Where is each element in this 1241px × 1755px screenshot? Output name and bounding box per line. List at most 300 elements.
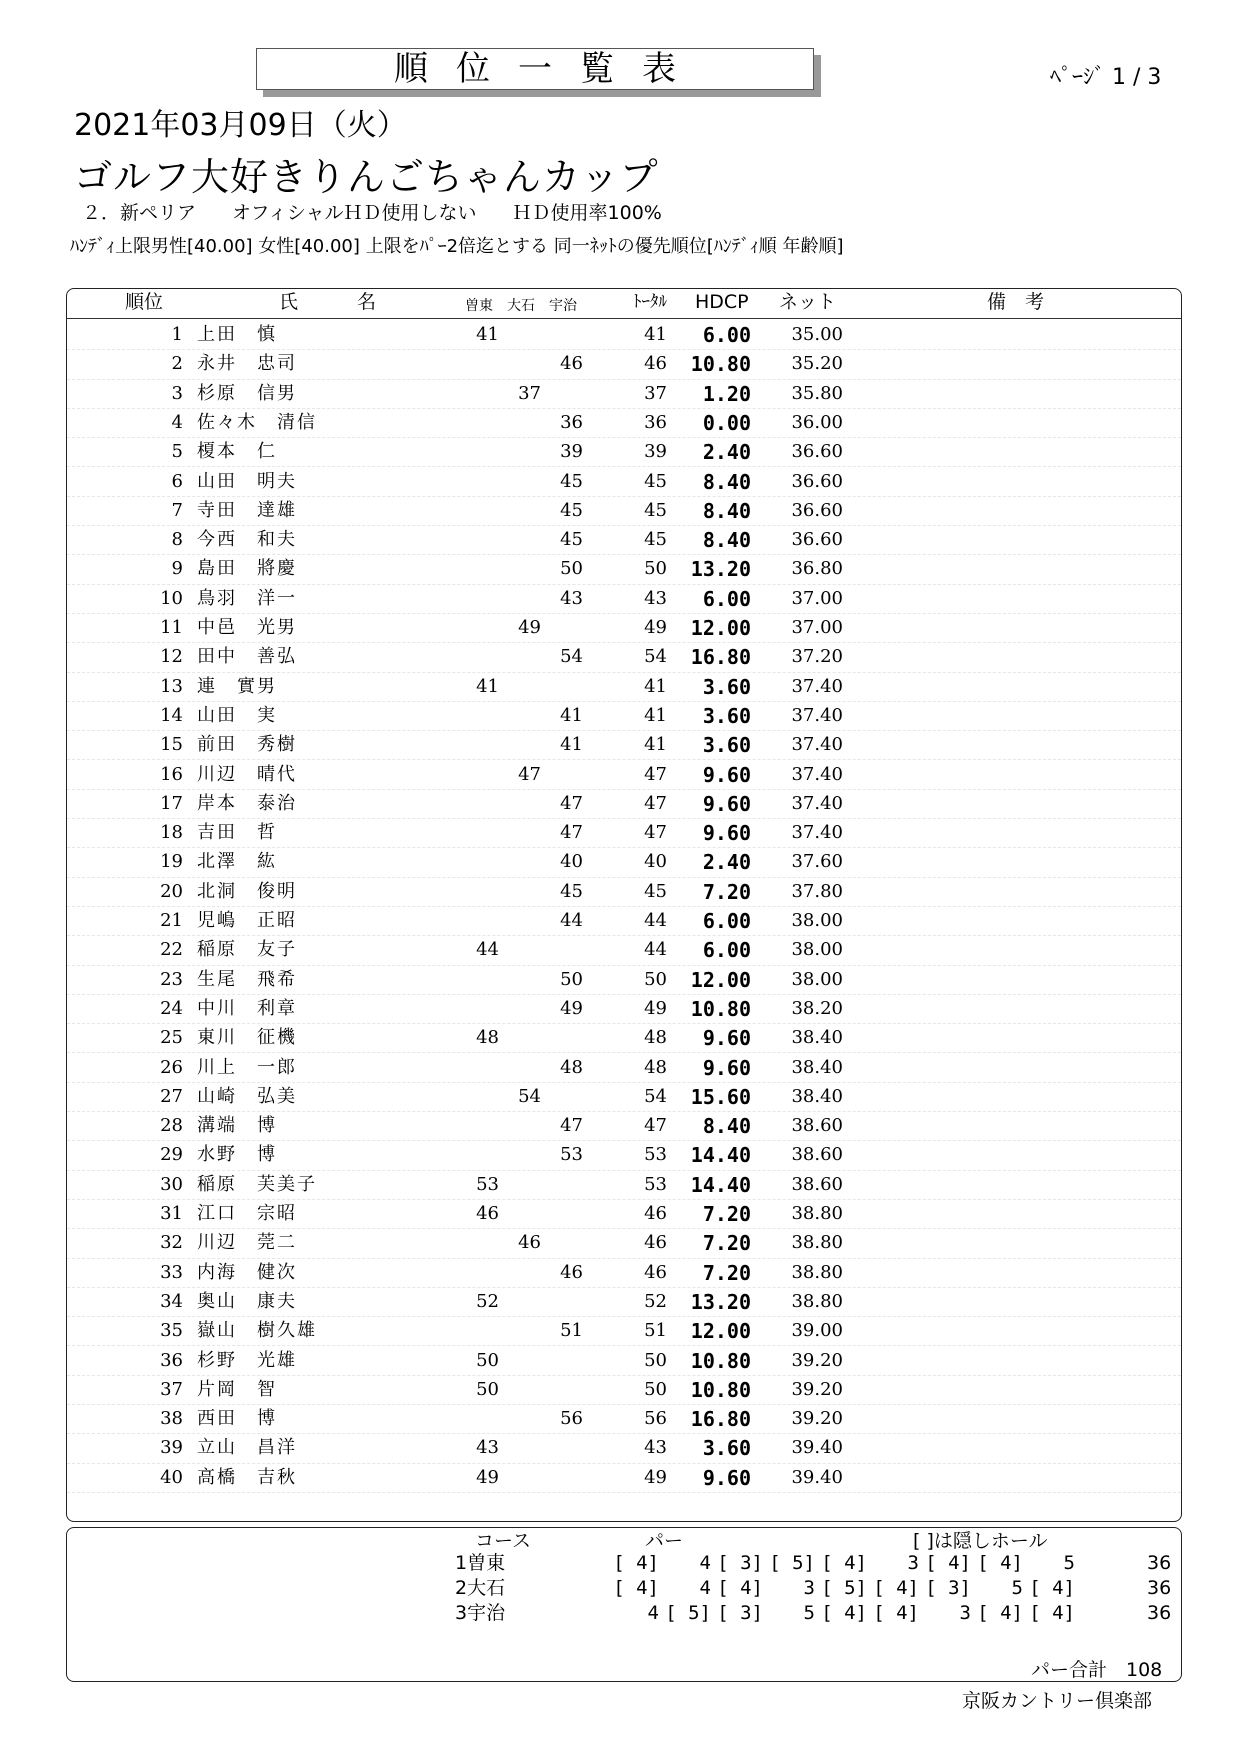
cell-net: 37.40: [791, 763, 843, 785]
table-row: [67, 994, 1181, 1024]
cell-net: 38.60: [791, 1144, 843, 1166]
cell-hdcp: 6.00: [702, 909, 751, 933]
cell-c3: 45: [560, 880, 583, 902]
cell-name: 寺田 達雄: [197, 499, 297, 521]
cell-c3: 51: [560, 1320, 583, 1342]
cell-hdcp: 2.40: [702, 850, 751, 875]
table-row: [67, 1053, 1181, 1083]
hole-par: [ 5]: [769, 1552, 815, 1574]
col-course2: 大石: [507, 298, 535, 314]
hidden-hole-note: [ ]は隠しホール: [913, 1530, 1048, 1552]
cell-name: 北澤 紘: [197, 851, 277, 873]
cell-net: 38.00: [791, 968, 843, 990]
cell-rank: 31: [160, 1203, 183, 1224]
cell-hdcp: 3.60: [702, 733, 751, 758]
cell-rank: 28: [160, 1115, 183, 1137]
cell-hdcp: 9.60: [702, 821, 751, 846]
cell-total: 45: [644, 529, 667, 551]
cell-net: 37.20: [791, 646, 843, 668]
cell-net: 38.80: [791, 1232, 843, 1254]
cell-total: 39: [644, 441, 667, 463]
cell-c3: 44: [560, 910, 583, 931]
table-row: [67, 935, 1181, 965]
cell-rank: 32: [160, 1232, 183, 1254]
cell-c1: 49: [476, 1466, 499, 1488]
cell-hdcp: 12.00: [690, 1319, 751, 1344]
cell-c3: 39: [560, 441, 583, 463]
cell-rank: 1: [171, 324, 183, 345]
table-row: [67, 965, 1181, 995]
hole-par: 5: [1063, 1552, 1075, 1574]
cell-net: 36.60: [791, 470, 843, 492]
cell-hdcp: 10.80: [690, 352, 751, 377]
cell-name: 島田 將慶: [197, 558, 297, 580]
hole-par: 3: [803, 1577, 815, 1599]
col-name-2: 名: [357, 291, 377, 313]
cell-c1: 50: [476, 1349, 499, 1371]
cell-total: 50: [644, 968, 667, 990]
cell-hdcp: 10.80: [690, 1377, 751, 1402]
cell-name: 前田 秀樹: [197, 734, 297, 756]
cell-hdcp: 7.20: [702, 1260, 751, 1285]
cell-c3: 45: [560, 529, 583, 551]
cell-total: 47: [644, 763, 667, 785]
table-row: [67, 1433, 1181, 1463]
cell-c1: 43: [476, 1437, 499, 1459]
cell-net: 39.00: [791, 1320, 843, 1342]
course-par-table: [66, 1527, 1182, 1682]
cell-c3: 36: [560, 411, 583, 433]
cell-net: 37.40: [791, 734, 843, 756]
cell-c1: 46: [476, 1203, 499, 1224]
cell-name: 北洞 俊明: [197, 880, 297, 902]
cell-total: 47: [644, 792, 667, 814]
table-row: [67, 1404, 1181, 1434]
cell-rank: 15: [160, 734, 183, 756]
cell-net: 36.80: [791, 558, 843, 580]
cell-c3: 53: [560, 1144, 583, 1166]
cell-c3: 47: [560, 822, 583, 844]
cell-c2: 47: [518, 763, 541, 785]
cell-hdcp: 9.60: [702, 1026, 751, 1051]
cell-hdcp: 3.60: [702, 703, 751, 728]
cell-c1: 53: [476, 1173, 499, 1195]
col-name-1: 氏: [279, 291, 299, 313]
cell-name: 嶽山 樹久雄: [197, 1320, 317, 1342]
cell-name: 江口 宗昭: [197, 1203, 297, 1224]
par-total: パー合計 108: [1031, 1659, 1163, 1681]
cell-total: 50: [644, 1378, 667, 1400]
club-name: 京阪カントリー倶楽部: [962, 1690, 1153, 1712]
cell-total: 46: [644, 1232, 667, 1254]
cell-hdcp: 12.00: [690, 967, 751, 992]
table-row: [67, 730, 1181, 760]
cell-rank: 40: [160, 1466, 183, 1488]
cell-c2: 46: [518, 1232, 541, 1254]
table-row: [67, 320, 1181, 350]
cell-name: 奥山 康夫: [197, 1290, 297, 1312]
cell-hdcp: 3.60: [702, 1436, 751, 1461]
cell-hdcp: 16.80: [690, 645, 751, 670]
cell-name: 川辺 莞二: [197, 1232, 297, 1254]
cell-c3: 56: [560, 1408, 583, 1430]
cell-net: 38.80: [791, 1261, 843, 1283]
cell-name: 山田 実: [197, 704, 277, 726]
table-row: [67, 847, 1181, 877]
table-row: [67, 467, 1181, 497]
cell-total: 45: [644, 470, 667, 492]
hole-par: [ 4]: [977, 1552, 1023, 1574]
cell-net: 36.60: [791, 441, 843, 463]
cell-net: 38.00: [791, 939, 843, 961]
cell-name: 西田 博: [197, 1408, 277, 1430]
hole-par: [ 5]: [665, 1602, 711, 1624]
hole-par: 4: [647, 1602, 659, 1624]
cell-total: 41: [644, 675, 667, 697]
cell-name: 榎本 仁: [197, 441, 277, 463]
cell-c3: 47: [560, 792, 583, 814]
table-row: [67, 1170, 1181, 1200]
hole-par: [ 5]: [821, 1577, 867, 1599]
table-row: [67, 1287, 1181, 1317]
cell-hdcp: 14.40: [690, 1143, 751, 1168]
course-name: 1曽東: [455, 1552, 506, 1574]
table-row: [67, 789, 1181, 819]
cell-c3: 46: [560, 1261, 583, 1283]
table-row: [67, 818, 1181, 848]
cell-rank: 13: [160, 675, 183, 697]
cell-c3: 50: [560, 558, 583, 580]
cell-net: 37.40: [791, 675, 843, 697]
cell-total: 47: [644, 822, 667, 844]
cell-total: 54: [644, 1085, 667, 1107]
cell-c3: 50: [560, 968, 583, 990]
cell-c3: 48: [560, 1056, 583, 1078]
cell-total: 50: [644, 558, 667, 580]
table-row: [67, 1199, 1181, 1229]
cell-hdcp: 8.40: [702, 498, 751, 523]
col-total: ﾄｰﾀﾙ: [633, 292, 667, 312]
cell-net: 39.20: [791, 1349, 843, 1371]
cell-total: 46: [644, 353, 667, 375]
cell-hdcp: 8.40: [702, 469, 751, 494]
cell-hdcp: 3.60: [702, 674, 751, 699]
hole-par: [ 4]: [873, 1577, 919, 1599]
cell-name: 今西 和夫: [197, 529, 297, 551]
cell-net: 38.00: [791, 910, 843, 931]
cell-rank: 7: [171, 499, 183, 521]
cell-c3: 41: [560, 734, 583, 756]
cell-name: 連 實男: [197, 675, 277, 697]
cell-hdcp: 6.00: [702, 323, 751, 347]
cell-net: 38.60: [791, 1115, 843, 1137]
cell-net: 37.40: [791, 704, 843, 726]
table-row: [67, 496, 1181, 526]
cell-total: 49: [644, 1466, 667, 1488]
cell-net: 39.40: [791, 1466, 843, 1488]
cell-total: 41: [644, 704, 667, 726]
hole-par: 5: [1011, 1577, 1023, 1599]
table-row: [67, 1375, 1181, 1405]
table-row: [67, 1316, 1181, 1346]
cell-net: 39.40: [791, 1437, 843, 1459]
cell-c3: 45: [560, 499, 583, 521]
cell-name: 山崎 弘美: [197, 1085, 297, 1107]
cell-c2: 49: [518, 617, 541, 638]
cell-c1: 48: [476, 1027, 499, 1049]
cell-hdcp: 14.40: [690, 1172, 751, 1197]
cell-hdcp: 7.20: [702, 1231, 751, 1256]
cell-rank: 3: [171, 382, 183, 404]
results-table: [66, 288, 1182, 1522]
cell-net: 38.40: [791, 1056, 843, 1078]
cell-total: 45: [644, 880, 667, 902]
event-name: ゴルフ大好きりんごちゃんカップ: [74, 155, 659, 199]
cell-name: 上田 慎: [197, 324, 277, 345]
cell-hdcp: 10.80: [690, 996, 751, 1021]
table-row: [67, 1346, 1181, 1376]
table-row: [67, 525, 1181, 555]
handicap-rules: ﾊﾝﾃﾞｨ上限男性[40.00] 女性[40.00] 上限をﾊﾟｰ2倍迄とする 同一ﾈｯﾄの優先順位[ﾊﾝﾃﾞｨ順 年齢順]: [70, 236, 844, 257]
cell-name: 生尾 飛希: [197, 968, 297, 990]
table-row: [67, 701, 1181, 731]
cell-total: 43: [644, 1437, 667, 1459]
cell-total: 47: [644, 1115, 667, 1137]
table-row: [67, 349, 1181, 379]
cell-net: 35.00: [791, 324, 843, 345]
cell-hdcp: 7.20: [702, 1202, 751, 1226]
table-row: [67, 613, 1181, 643]
cell-rank: 2: [171, 353, 183, 375]
cell-total: 44: [644, 910, 667, 931]
cell-total: 45: [644, 499, 667, 521]
table-row: [67, 1463, 1181, 1493]
cell-total: 44: [644, 939, 667, 961]
page-title: 順位一覧表: [256, 48, 814, 90]
cell-hdcp: 15.60: [690, 1084, 751, 1109]
cell-rank: 4: [171, 411, 183, 433]
cell-hdcp: 1.20: [702, 381, 751, 406]
cell-net: 37.80: [791, 880, 843, 902]
cell-rank: 23: [160, 968, 183, 990]
table-row: [67, 1258, 1181, 1288]
cell-net: 37.60: [791, 851, 843, 873]
table-row: [67, 642, 1181, 672]
cell-rank: 9: [171, 558, 183, 580]
col-course1: 曽東: [465, 298, 493, 314]
cell-hdcp: 13.20: [690, 557, 751, 582]
col-rank: 順位: [125, 291, 164, 313]
col-hdcp: HDCP: [695, 291, 749, 313]
table-row: [67, 1082, 1181, 1112]
cell-total: 49: [644, 617, 667, 638]
cell-net: 39.20: [791, 1408, 843, 1430]
cell-c3: 45: [560, 470, 583, 492]
cell-name: 杉原 信男: [197, 382, 297, 404]
cell-c3: 40: [560, 851, 583, 873]
table-row: [67, 554, 1181, 584]
cell-rank: 25: [160, 1027, 183, 1049]
cell-name: 鳥羽 洋一: [197, 587, 297, 609]
cell-name: 吉田 哲: [197, 822, 277, 844]
hole-par: [ 4]: [1029, 1577, 1075, 1599]
hole-par: [ 4]: [613, 1552, 659, 1574]
cell-net: 35.80: [791, 382, 843, 404]
cell-total: 56: [644, 1408, 667, 1430]
course-name: 2大石: [455, 1577, 506, 1599]
table-row: [67, 1111, 1181, 1141]
cell-name: 稲原 友子: [197, 939, 297, 961]
cell-name: 稲原 芙美子: [197, 1173, 317, 1195]
table-row: [67, 1023, 1181, 1053]
cell-total: 53: [644, 1173, 667, 1195]
cell-c1: 41: [476, 675, 499, 697]
cell-hdcp: 6.00: [702, 938, 751, 963]
cell-rank: 8: [171, 529, 183, 551]
cell-name: 水野 博: [197, 1144, 277, 1166]
cell-name: 溝端 博: [197, 1115, 277, 1137]
course-header: コース: [475, 1530, 532, 1552]
hole-par: [ 3]: [717, 1602, 763, 1624]
col-net: ネット: [779, 291, 837, 313]
hole-par: [ 4]: [977, 1602, 1023, 1624]
table-row: [67, 408, 1181, 438]
cell-name: 片岡 智: [197, 1378, 277, 1400]
cell-c1: 44: [476, 939, 499, 961]
hole-par: 5: [803, 1602, 815, 1624]
cell-hdcp: 12.00: [690, 616, 751, 640]
cell-name: 杉野 光雄: [197, 1349, 297, 1371]
hole-par: 4: [699, 1552, 711, 1574]
cell-total: 53: [644, 1144, 667, 1166]
scoring-rules: ２．新ペリア オフィシャルＨＤ使用しない ＨＤ使用率100%: [82, 202, 662, 224]
course-par-total: 36: [1147, 1602, 1172, 1624]
cell-net: 38.40: [791, 1085, 843, 1107]
cell-rank: 10: [160, 587, 183, 609]
cell-rank: 26: [160, 1056, 183, 1078]
col-course3: 宇治: [549, 298, 577, 314]
cell-rank: 35: [160, 1320, 183, 1342]
table-row: [67, 760, 1181, 790]
cell-c2: 37: [518, 382, 541, 404]
cell-hdcp: 8.40: [702, 528, 751, 553]
cell-hdcp: 9.60: [702, 791, 751, 816]
hole-par: [ 4]: [717, 1577, 763, 1599]
cell-net: 37.00: [791, 587, 843, 609]
header-divider: [67, 318, 1181, 319]
cell-rank: 18: [160, 822, 183, 844]
cell-total: 40: [644, 851, 667, 873]
table-row: [67, 1228, 1181, 1258]
cell-net: 37.00: [791, 617, 843, 638]
course-name: 3宇治: [455, 1602, 506, 1624]
cell-c1: 52: [476, 1290, 499, 1312]
cell-hdcp: 9.60: [702, 1055, 751, 1080]
cell-c3: 41: [560, 704, 583, 726]
cell-hdcp: 9.60: [702, 762, 751, 787]
table-row: [67, 1140, 1181, 1170]
table-row: [67, 906, 1181, 936]
cell-name: 児嶋 正昭: [197, 910, 297, 931]
hole-par: [ 3]: [925, 1577, 971, 1599]
cell-total: 43: [644, 587, 667, 609]
table-row: [67, 672, 1181, 702]
cell-c1: 41: [476, 324, 499, 345]
table-row: [67, 379, 1181, 409]
cell-name: 中邑 光男: [197, 617, 297, 638]
cell-total: 37: [644, 382, 667, 404]
cell-rank: 17: [160, 792, 183, 814]
cell-rank: 14: [160, 704, 183, 726]
course-par-total: 36: [1147, 1577, 1172, 1599]
cell-name: 中川 利章: [197, 997, 297, 1019]
cell-rank: 29: [160, 1144, 183, 1166]
cell-name: 永井 忠司: [197, 353, 297, 375]
hole-par: [ 4]: [1029, 1602, 1075, 1624]
hole-par: [ 3]: [717, 1552, 763, 1574]
cell-c3: 49: [560, 997, 583, 1019]
hole-par: 3: [907, 1552, 919, 1574]
cell-c1: 50: [476, 1378, 499, 1400]
table-row: [67, 584, 1181, 614]
cell-rank: 39: [160, 1437, 183, 1459]
course-row: [67, 1575, 1181, 1601]
hole-par: 4: [699, 1577, 711, 1599]
cell-net: 38.80: [791, 1203, 843, 1224]
cell-total: 50: [644, 1349, 667, 1371]
cell-hdcp: 8.40: [702, 1114, 751, 1139]
hole-par: [ 4]: [873, 1602, 919, 1624]
cell-net: 39.20: [791, 1378, 843, 1400]
cell-rank: 33: [160, 1261, 183, 1283]
cell-name: 東川 征機: [197, 1027, 297, 1049]
hole-par: 3: [959, 1602, 971, 1624]
cell-net: 36.00: [791, 411, 843, 433]
cell-name: 川上 一郎: [197, 1056, 297, 1078]
cell-net: 38.40: [791, 1027, 843, 1049]
cell-name: 川辺 晴代: [197, 763, 297, 785]
cell-net: 38.60: [791, 1173, 843, 1195]
cell-total: 48: [644, 1027, 667, 1049]
cell-total: 46: [644, 1261, 667, 1283]
cell-hdcp: 10.80: [690, 1348, 751, 1373]
cell-net: 37.40: [791, 792, 843, 814]
cell-total: 46: [644, 1203, 667, 1224]
cell-rank: 21: [160, 910, 183, 931]
cell-total: 49: [644, 997, 667, 1019]
cell-rank: 36: [160, 1349, 183, 1371]
cell-hdcp: 13.20: [690, 1289, 751, 1314]
hole-par: [ 4]: [821, 1602, 867, 1624]
cell-name: 立山 昌洋: [197, 1437, 297, 1459]
cell-rank: 19: [160, 851, 183, 873]
col-notes: 備 考: [987, 291, 1045, 313]
cell-total: 41: [644, 734, 667, 756]
par-header: パー: [645, 1530, 684, 1552]
cell-rank: 24: [160, 997, 183, 1019]
course-row: [67, 1550, 1181, 1576]
cell-rank: 5: [171, 441, 183, 463]
cell-rank: 6: [171, 470, 183, 492]
course-par-total: 36: [1147, 1552, 1172, 1574]
cell-rank: 27: [160, 1085, 183, 1107]
course-row: [67, 1600, 1181, 1626]
hole-par: [ 4]: [925, 1552, 971, 1574]
cell-net: 35.20: [791, 353, 843, 375]
cell-hdcp: 2.40: [702, 440, 751, 465]
cell-c3: 46: [560, 353, 583, 375]
hole-par: [ 4]: [821, 1552, 867, 1574]
